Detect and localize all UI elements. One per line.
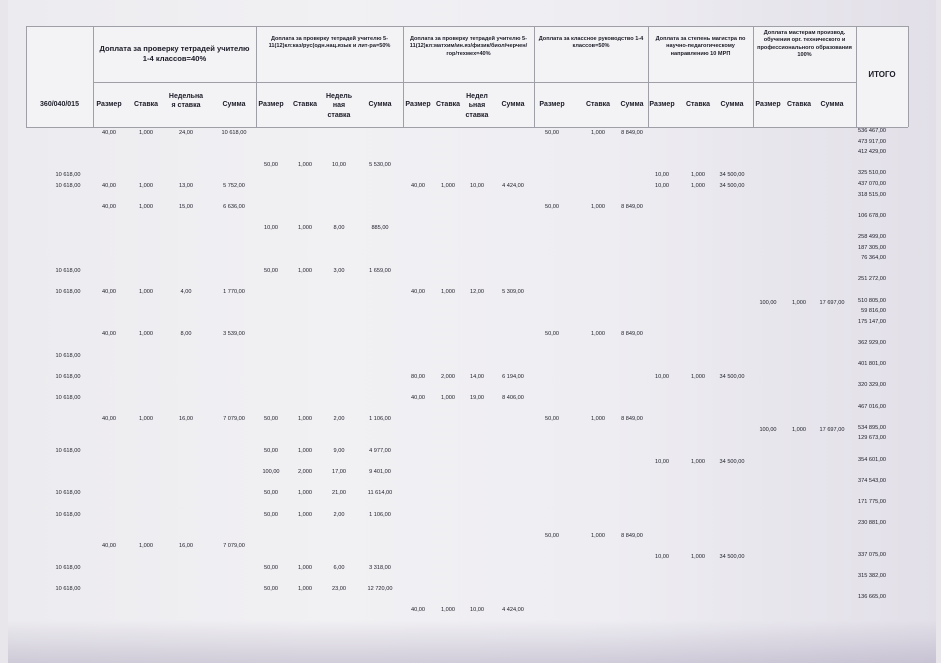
group-title-1: Доплата за проверку тетрадей учителю 1-4 классов=40% (99, 44, 250, 63)
cell-value: 4 424,00 (502, 183, 524, 189)
cell-base: 10 618,00 (55, 183, 81, 189)
grid-line (26, 26, 27, 127)
cell-value: 50,00 (545, 130, 559, 136)
cell-value: 50,00 (545, 204, 559, 211)
cell-value: 1,000 (139, 416, 153, 423)
cell-value: 10,00 (655, 172, 669, 179)
cell-value: 7 079,00 (223, 416, 245, 423)
cell-value: 14,00 (470, 373, 484, 380)
cell-base: 10 618,00 (55, 511, 81, 518)
subheader-4-2: Ставка (585, 101, 611, 108)
grid-line (908, 26, 909, 127)
cell-value: 34 500,00 (719, 554, 745, 560)
subheader-4-1: Размер (539, 101, 565, 108)
cell-value: 34 500,00 (719, 172, 745, 179)
subheader-1-1: Размер (96, 101, 122, 108)
group-title-5: Доплата за степень магистра по научно-педагогическому направлению 10 МРП (655, 36, 746, 57)
cell-total: 510 805,00 (858, 297, 886, 304)
cell-value: 1,000 (591, 130, 605, 136)
cell-value: 5 309,00 (502, 289, 524, 295)
cell-value: 1,000 (691, 183, 705, 189)
subheader-3-4: Сумма (501, 101, 525, 108)
cell-value: 1,000 (298, 267, 312, 274)
cell-value: 100,00 (262, 469, 280, 476)
cell-value: 10,00 (655, 183, 669, 189)
cell-total: 171 775,00 (858, 499, 886, 505)
cell-value: 1,000 (298, 585, 312, 592)
cell-total: 175 147,00 (858, 318, 886, 325)
cell-value: 50,00 (264, 448, 278, 454)
cell-value: 16,00 (179, 543, 193, 550)
grid-line (753, 26, 754, 127)
cell-value: 1,000 (441, 607, 455, 613)
cell-value: 1,000 (139, 183, 153, 189)
cell-total: 258 499,00 (858, 234, 886, 240)
cell-total: 412 429,00 (858, 149, 886, 156)
cell-value: 40,00 (102, 543, 116, 550)
cell-value: 1,000 (298, 564, 312, 571)
cell-base: 10 618,00 (55, 352, 81, 359)
subheader-3-1: Размер (405, 101, 431, 108)
grid-line (93, 26, 94, 127)
cell-value: 10,00 (655, 554, 669, 560)
cell-base: 10 618,00 (55, 373, 81, 380)
subheader-3-3: Недел ьная ставка (465, 93, 489, 119)
cell-value: 6 194,00 (502, 373, 524, 380)
cell-value: 50,00 (264, 490, 278, 497)
group-title-2: Доплата за проверку тетрадей учителю 5-11(12)кл:каз/рус(одн.нац.язык и лит-ра=50% (268, 36, 391, 50)
cell-total: 106 678,00 (858, 212, 886, 219)
cell-value: 1,000 (691, 458, 705, 465)
cell-value: 1 659,00 (369, 267, 391, 274)
cell-value: 1,000 (139, 543, 153, 550)
subheader-5-3: Сумма (720, 101, 744, 108)
cell-value: 1 106,00 (369, 416, 391, 423)
cell-value: 10,00 (264, 225, 278, 232)
cell-value: 2,00 (333, 511, 345, 518)
cell-value: 8 849,00 (621, 130, 643, 136)
cell-value: 2,000 (441, 373, 455, 380)
cell-value: 6 636,00 (223, 204, 245, 211)
cell-value: 40,00 (411, 395, 425, 401)
cell-value: 17 697,00 (819, 426, 845, 433)
cell-value: 1,000 (441, 183, 455, 189)
cell-value: 80,00 (411, 373, 425, 380)
group-title-6: Доплата мастерам производ. обучения орг. технического и профессионального образования 100% (757, 30, 852, 58)
cell-total: 354 601,00 (858, 456, 886, 463)
cell-value: 50,00 (264, 161, 278, 168)
subheader-5-2: Ставка (685, 101, 711, 108)
cell-total: 315 382,00 (858, 573, 886, 580)
cell-value: 50,00 (545, 532, 559, 539)
cell-value: 8,00 (180, 331, 192, 338)
subheader-2-3: Недель ная ставка (325, 93, 353, 119)
cell-value: 3 539,00 (223, 331, 245, 338)
cell-value: 3,00 (333, 267, 345, 274)
cell-base: 10 618,00 (55, 564, 81, 571)
cell-value: 1 106,00 (369, 511, 391, 518)
cell-value: 17,00 (332, 469, 346, 476)
cell-value: 1,000 (792, 299, 806, 306)
cell-total: 362 929,00 (858, 340, 886, 346)
page-shadow (8, 620, 936, 663)
cell-value: 4,00 (180, 289, 192, 295)
account-code-header: 360/040/015 (40, 101, 79, 108)
cell-value: 40,00 (102, 130, 116, 136)
cell-value: 40,00 (411, 607, 425, 613)
cell-value: 1 770,00 (223, 289, 245, 295)
cell-value: 50,00 (545, 416, 559, 423)
cell-total: 401 801,00 (858, 361, 886, 368)
cell-value: 17 697,00 (819, 299, 845, 306)
cell-value: 12 720,00 (367, 585, 393, 592)
cell-value: 5 752,00 (223, 183, 245, 189)
cell-value: 40,00 (411, 289, 425, 295)
cell-total: 320 329,00 (858, 382, 886, 389)
cell-value: 100,00 (759, 299, 777, 306)
cell-total: 325 510,00 (858, 170, 886, 177)
cell-value: 10,00 (470, 607, 484, 613)
cell-value: 1,000 (691, 373, 705, 380)
cell-value: 15,00 (179, 204, 193, 211)
spreadsheet-page (8, 0, 936, 663)
cell-value: 10,00 (470, 183, 484, 189)
cell-value: 16,00 (179, 416, 193, 423)
cell-total: 467 016,00 (858, 403, 886, 410)
cell-value: 34 500,00 (719, 183, 745, 189)
subheader-1-2: Ставка (133, 101, 159, 108)
subheader-5-1: Размер (649, 101, 675, 108)
subheader-6-3: Сумма (820, 101, 844, 108)
cell-value: 1,000 (591, 532, 605, 539)
grid-line (26, 26, 908, 27)
cell-value: 50,00 (264, 511, 278, 518)
cell-value: 1,000 (691, 554, 705, 560)
cell-value: 1,000 (298, 490, 312, 497)
cell-value: 50,00 (264, 564, 278, 571)
cell-total: 536 467,00 (858, 128, 886, 134)
cell-total: 187 305,00 (858, 244, 886, 251)
cell-value: 40,00 (411, 183, 425, 189)
cell-value: 13,00 (179, 183, 193, 189)
cell-total: 374 543,00 (858, 477, 886, 484)
subheader-1-3: Недельна я ставка (168, 93, 204, 110)
cell-value: 3 318,00 (369, 564, 391, 571)
cell-value: 1,000 (298, 416, 312, 423)
group-title-4: Доплата за классное руководство 1-4 классов=50% (538, 36, 644, 50)
cell-total: 129 673,00 (858, 435, 886, 442)
cell-total: 534 895,00 (858, 424, 886, 431)
subheader-2-4: Сумма (368, 101, 392, 108)
grid-line (534, 26, 535, 127)
cell-total: 76 364,00 (861, 255, 886, 262)
group-title-3: Доплата за проверку тетрадей учителю 5-11(12)кл:матхим/ин.яз/физик/биол/черчен/гор/техмех=40% (409, 36, 528, 57)
cell-value: 34 500,00 (719, 373, 745, 380)
cell-base: 10 618,00 (55, 289, 81, 295)
cell-value: 1,000 (591, 416, 605, 423)
grid-line (648, 26, 649, 127)
cell-value: 21,00 (332, 490, 346, 497)
cell-value: 10 618,00 (221, 130, 247, 136)
cell-value: 10,00 (655, 373, 669, 380)
cell-value: 1,000 (591, 204, 605, 211)
cell-value: 24,00 (179, 130, 193, 136)
cell-value: 8 849,00 (621, 532, 643, 539)
cell-value: 40,00 (102, 204, 116, 211)
cell-value: 50,00 (264, 267, 278, 274)
cell-value: 8 849,00 (621, 331, 643, 338)
grid-line (93, 82, 856, 83)
cell-value: 1,000 (441, 395, 455, 401)
cell-total: 59 816,00 (861, 308, 886, 315)
cell-value: 23,00 (332, 585, 346, 592)
cell-base: 10 618,00 (55, 448, 81, 454)
cell-value: 40,00 (102, 289, 116, 295)
cell-value: 1,000 (591, 331, 605, 338)
cell-value: 4 977,00 (369, 448, 391, 454)
cell-value: 1,000 (298, 448, 312, 454)
cell-value: 40,00 (102, 416, 116, 423)
cell-value: 2,00 (333, 416, 345, 423)
cell-total: 337 075,00 (858, 552, 886, 558)
cell-value: 4 424,00 (502, 607, 524, 613)
cell-value: 1,000 (139, 289, 153, 295)
cell-value: 8 406,00 (502, 395, 524, 401)
cell-value: 1,000 (298, 225, 312, 232)
subheader-1-4: Сумма (222, 101, 246, 108)
cell-value: 1,000 (298, 161, 312, 168)
cell-value: 1,000 (792, 426, 806, 433)
cell-value: 1,000 (139, 331, 153, 338)
cell-value: 9,00 (333, 448, 345, 454)
subheader-6-1: Размер (755, 101, 781, 108)
cell-value: 1,000 (139, 204, 153, 211)
cell-base: 10 618,00 (55, 267, 81, 274)
cell-base: 10 618,00 (55, 395, 81, 401)
cell-value: 10,00 (332, 161, 346, 168)
cell-value: 7 079,00 (223, 543, 245, 550)
cell-value: 100,00 (759, 426, 777, 433)
cell-value: 8 849,00 (621, 204, 643, 211)
subheader-3-2: Ставка (435, 101, 461, 108)
cell-value: 5 530,00 (369, 161, 391, 168)
cell-base: 10 618,00 (55, 585, 81, 592)
cell-total: 437 070,00 (858, 181, 886, 187)
grid-line (256, 26, 257, 127)
cell-total: 251 272,00 (858, 276, 886, 283)
cell-value: 2,000 (298, 469, 312, 476)
cell-value: 885,00 (371, 225, 389, 232)
cell-value: 8 849,00 (621, 416, 643, 423)
cell-value: 50,00 (264, 416, 278, 423)
cell-base: 10 618,00 (55, 490, 81, 497)
cell-value: 50,00 (264, 585, 278, 592)
subheader-2-1: Размер (258, 101, 284, 108)
cell-value: 34 500,00 (719, 458, 745, 465)
cell-value: 10,00 (655, 458, 669, 465)
cell-value: 12,00 (470, 289, 484, 295)
subheader-4-3: Сумма (620, 101, 644, 108)
cell-value: 19,00 (470, 395, 484, 401)
cell-total: 473 917,00 (858, 138, 886, 145)
cell-value: 1,000 (298, 511, 312, 518)
cell-total: 136 665,00 (858, 594, 886, 601)
grid-line (26, 127, 908, 128)
cell-value: 40,00 (102, 183, 116, 189)
cell-value: 1,000 (441, 289, 455, 295)
cell-value: 40,00 (102, 331, 116, 338)
total-header: ИТОГО (868, 70, 896, 79)
cell-value: 50,00 (545, 331, 559, 338)
cell-value: 8,00 (333, 225, 345, 232)
cell-value: 11 614,00 (367, 490, 393, 497)
grid-line (403, 26, 404, 127)
cell-value: 6,00 (333, 564, 345, 571)
cell-value: 1,000 (139, 130, 153, 136)
cell-value: 1,000 (691, 172, 705, 179)
cell-value: 9 401,00 (369, 469, 391, 476)
cell-total: 230 881,00 (858, 520, 886, 527)
subheader-2-2: Ставка (292, 101, 318, 108)
subheader-6-2: Ставка (786, 101, 812, 108)
cell-total: 318 515,00 (858, 191, 886, 198)
cell-base: 10 618,00 (55, 172, 81, 179)
